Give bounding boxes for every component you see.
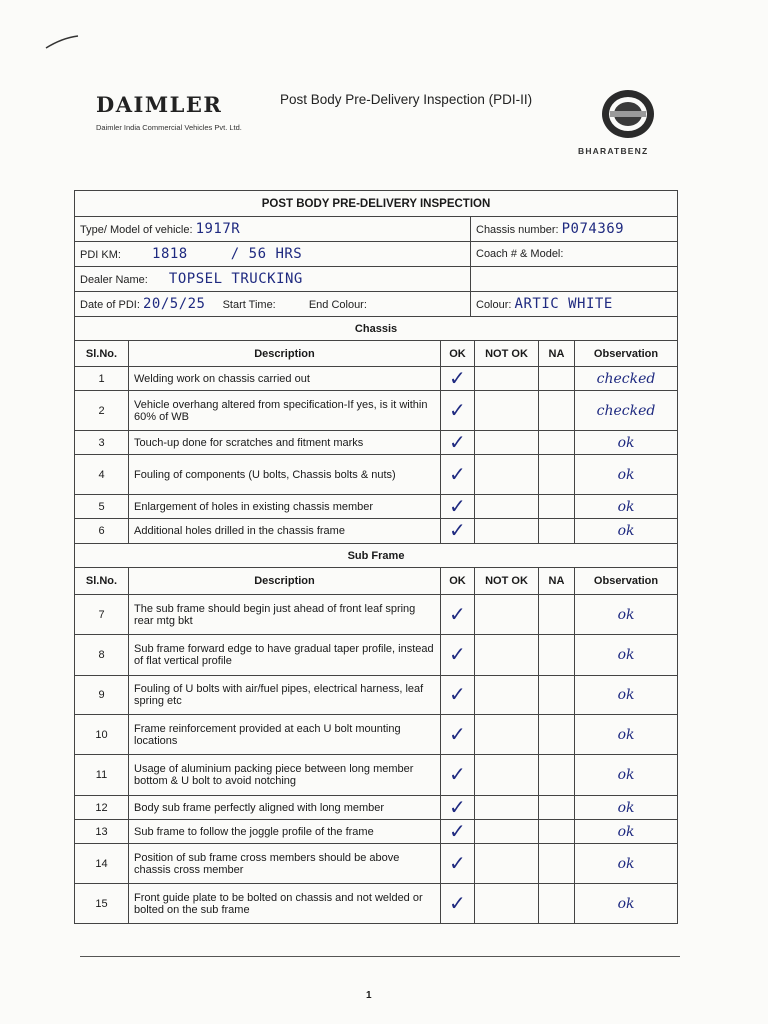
table-row — [75, 455, 678, 495]
row-description: The sub frame should begin just ahead of front leaf spring rear mtg bkt — [129, 595, 441, 635]
ok-checkmark[interactable]: ✓ — [441, 844, 475, 884]
dealer-label: Dealer Name: — [80, 274, 148, 286]
ok-checkmark[interactable]: ✓ — [441, 367, 475, 391]
na-cell[interactable] — [539, 431, 575, 455]
row-number: 13 — [75, 820, 129, 844]
ok-checkmark[interactable]: ✓ — [441, 595, 475, 635]
table-row — [75, 884, 678, 924]
table-row — [75, 676, 678, 715]
brand-subtitle: Daimler India Commercial Vehicles Pvt. Ltd. — [96, 123, 242, 132]
not-ok-cell[interactable] — [475, 820, 539, 844]
na-cell[interactable] — [539, 796, 575, 820]
na-cell[interactable] — [539, 367, 575, 391]
observation-value[interactable]: checked — [575, 391, 678, 431]
not-ok-cell[interactable] — [475, 884, 539, 924]
row-description: Body sub frame perfectly aligned with long member — [129, 796, 441, 820]
row-number: 12 — [75, 796, 129, 820]
na-cell[interactable] — [539, 519, 575, 544]
table-row — [75, 595, 678, 635]
na-cell[interactable] — [539, 844, 575, 884]
not-ok-cell[interactable] — [475, 455, 539, 495]
ok-checkmark[interactable]: ✓ — [441, 519, 475, 544]
table-row — [75, 796, 678, 820]
ok-checkmark[interactable]: ✓ — [441, 635, 475, 676]
not-ok-cell[interactable] — [475, 755, 539, 796]
col-ok: OK — [441, 341, 475, 367]
row-number: 6 — [75, 519, 129, 544]
date-cell[interactable] — [75, 292, 471, 317]
ok-checkmark[interactable]: ✓ — [441, 715, 475, 755]
end-colour-label: End Colour: — [308, 299, 367, 311]
col-not-ok: NOT OK — [475, 568, 539, 595]
ok-checkmark[interactable]: ✓ — [441, 755, 475, 796]
observation-value[interactable]: ok — [575, 635, 678, 676]
na-cell[interactable] — [539, 676, 575, 715]
chassis-number-value: P074369 — [561, 221, 625, 237]
date-label: Date of PDI: — [80, 299, 140, 311]
subframe-section-title: Sub Frame — [75, 544, 678, 568]
observation-value[interactable]: ok — [575, 755, 678, 796]
observation-value[interactable]: ok — [575, 796, 678, 820]
chassis-number-cell[interactable] — [471, 217, 678, 242]
table-row — [75, 635, 678, 676]
form-title: POST BODY PRE-DELIVERY INSPECTION — [75, 191, 678, 217]
observation-value[interactable]: ok — [575, 431, 678, 455]
ok-checkmark[interactable]: ✓ — [441, 455, 475, 495]
ok-checkmark[interactable]: ✓ — [441, 391, 475, 431]
coach-label: Coach # & Model: — [476, 248, 564, 260]
table-row — [75, 820, 678, 844]
table-row — [75, 431, 678, 455]
observation-value[interactable]: ok — [575, 715, 678, 755]
col-observation: Observation — [575, 568, 678, 595]
document-title: Post Body Pre-Delivery Inspection (PDI-II) — [280, 92, 533, 107]
col-slno: Sl.No. — [75, 568, 129, 595]
observation-value[interactable]: ok — [575, 519, 678, 544]
col-na: NA — [539, 341, 575, 367]
na-cell[interactable] — [539, 820, 575, 844]
row-description: Additional holes drilled in the chassis frame — [129, 519, 441, 544]
row-description: Touch-up done for scratches and fitment marks — [129, 431, 441, 455]
table-row — [75, 495, 678, 519]
chassis-number-label: Chassis number: — [476, 224, 559, 236]
na-cell[interactable] — [539, 884, 575, 924]
observation-value[interactable]: ok — [575, 455, 678, 495]
pdi-km-label: PDI KM: — [80, 249, 121, 261]
stray-pen-mark — [44, 32, 84, 52]
subframe-header-row — [75, 568, 678, 595]
row-description: Vehicle overhang altered from specification-If yes, is it within 60% of WB — [129, 391, 441, 431]
col-ok: OK — [441, 568, 475, 595]
pdi-km-cell[interactable] — [75, 242, 471, 267]
row-number: 14 — [75, 844, 129, 884]
observation-value[interactable]: ok — [575, 595, 678, 635]
table-row — [75, 755, 678, 796]
not-ok-cell[interactable] — [475, 676, 539, 715]
dealer-cell[interactable] — [75, 267, 471, 292]
na-cell[interactable] — [539, 595, 575, 635]
observation-value[interactable]: ok — [575, 676, 678, 715]
table-row — [75, 367, 678, 391]
col-na: NA — [539, 568, 575, 595]
ok-checkmark[interactable]: ✓ — [441, 820, 475, 844]
colour-label: Colour: — [476, 299, 512, 311]
colour-cell[interactable] — [471, 292, 678, 317]
inspection-form — [74, 190, 677, 924]
na-cell[interactable] — [539, 715, 575, 755]
na-cell[interactable] — [539, 391, 575, 431]
observation-value[interactable]: checked — [575, 367, 678, 391]
ok-checkmark[interactable]: ✓ — [441, 796, 475, 820]
not-ok-cell[interactable] — [475, 844, 539, 884]
ok-checkmark[interactable]: ✓ — [441, 431, 475, 455]
date-value: 20/5/25 — [142, 296, 206, 312]
type-model-cell[interactable] — [75, 217, 471, 242]
na-cell[interactable] — [539, 495, 575, 519]
chassis-section-title: Chassis — [75, 317, 678, 341]
observation-value[interactable]: ok — [575, 820, 678, 844]
na-cell[interactable] — [539, 755, 575, 796]
row-number: 3 — [75, 431, 129, 455]
ok-checkmark[interactable]: ✓ — [441, 495, 475, 519]
row-number: 5 — [75, 495, 129, 519]
row-number: 9 — [75, 676, 129, 715]
not-ok-cell[interactable] — [475, 431, 539, 455]
row-number: 10 — [75, 715, 129, 755]
row-number: 11 — [75, 755, 129, 796]
observation-value[interactable]: ok — [575, 495, 678, 519]
observation-value[interactable]: ok — [575, 884, 678, 924]
col-slno: Sl.No. — [75, 341, 129, 367]
page-number: 1 — [366, 990, 372, 1001]
col-not-ok: NOT OK — [475, 341, 539, 367]
type-model-value: 1917R — [195, 221, 241, 237]
na-cell[interactable] — [539, 635, 575, 676]
bharatbenz-logo-icon — [600, 88, 660, 140]
col-observation: Observation — [575, 341, 678, 367]
col-description: Description — [129, 568, 441, 595]
chassis-section — [75, 317, 678, 544]
row-description: Fouling of components (U bolts, Chassis bolts & nuts) — [129, 455, 441, 495]
row-number: 7 — [75, 595, 129, 635]
row-description: Enlargement of holes in existing chassis member — [129, 495, 441, 519]
ok-checkmark[interactable]: ✓ — [441, 676, 475, 715]
row-description: Usage of aluminium packing piece between long member bottom & U bolt to avoid notching — [129, 755, 441, 796]
not-ok-cell[interactable] — [475, 635, 539, 676]
header-info-table — [74, 190, 678, 317]
logo-wordmark: BHARATBENZ — [578, 146, 649, 156]
row-description: Welding work on chassis carried out — [129, 367, 441, 391]
not-ok-cell[interactable] — [475, 495, 539, 519]
pdi-hrs-value: / 56 HRS — [230, 246, 303, 262]
row-description: Frame reinforcement provided at each U bolt mounting locations — [129, 715, 441, 755]
subframe-section — [75, 544, 678, 924]
type-model-label: Type/ Model of vehicle: — [80, 224, 193, 236]
not-ok-cell[interactable] — [475, 367, 539, 391]
blank-cell — [471, 267, 678, 292]
table-row — [75, 391, 678, 431]
col-description: Description — [129, 341, 441, 367]
not-ok-cell[interactable] — [475, 796, 539, 820]
table-row — [75, 844, 678, 884]
row-description: Sub frame forward edge to have gradual taper profile, instead of flat vertical profile — [129, 635, 441, 676]
row-number: 2 — [75, 391, 129, 431]
row-number: 8 — [75, 635, 129, 676]
na-cell[interactable] — [539, 455, 575, 495]
brand-name: DAIMLER — [96, 92, 223, 117]
table-row — [75, 519, 678, 544]
row-description: Sub frame to follow the joggle profile of the frame — [129, 820, 441, 844]
not-ok-cell[interactable] — [475, 519, 539, 544]
footer-rule — [80, 956, 680, 957]
ok-checkmark[interactable]: ✓ — [441, 884, 475, 924]
colour-value: ARTIC WHITE — [514, 296, 613, 312]
chassis-header-row — [75, 341, 678, 367]
coach-cell[interactable] — [471, 242, 678, 267]
not-ok-cell[interactable] — [475, 715, 539, 755]
pdi-km-value: 1818 — [152, 246, 188, 262]
row-description: Position of sub frame cross members should be above chassis cross member — [129, 844, 441, 884]
not-ok-cell[interactable] — [475, 391, 539, 431]
checklist-table — [74, 316, 678, 924]
brand-block — [96, 92, 242, 132]
row-number: 1 — [75, 367, 129, 391]
table-row — [75, 715, 678, 755]
row-number: 15 — [75, 884, 129, 924]
row-number: 4 — [75, 455, 129, 495]
start-time-label: Start Time: — [222, 299, 276, 311]
row-description: Fouling of U bolts with air/fuel pipes, electrical harness, leaf spring etc — [129, 676, 441, 715]
row-description: Front guide plate to be bolted on chassis and not welded or bolted on the sub frame — [129, 884, 441, 924]
observation-value[interactable]: ok — [575, 844, 678, 884]
dealer-value: TOPSEL TRUCKING — [168, 271, 303, 287]
not-ok-cell[interactable] — [475, 595, 539, 635]
